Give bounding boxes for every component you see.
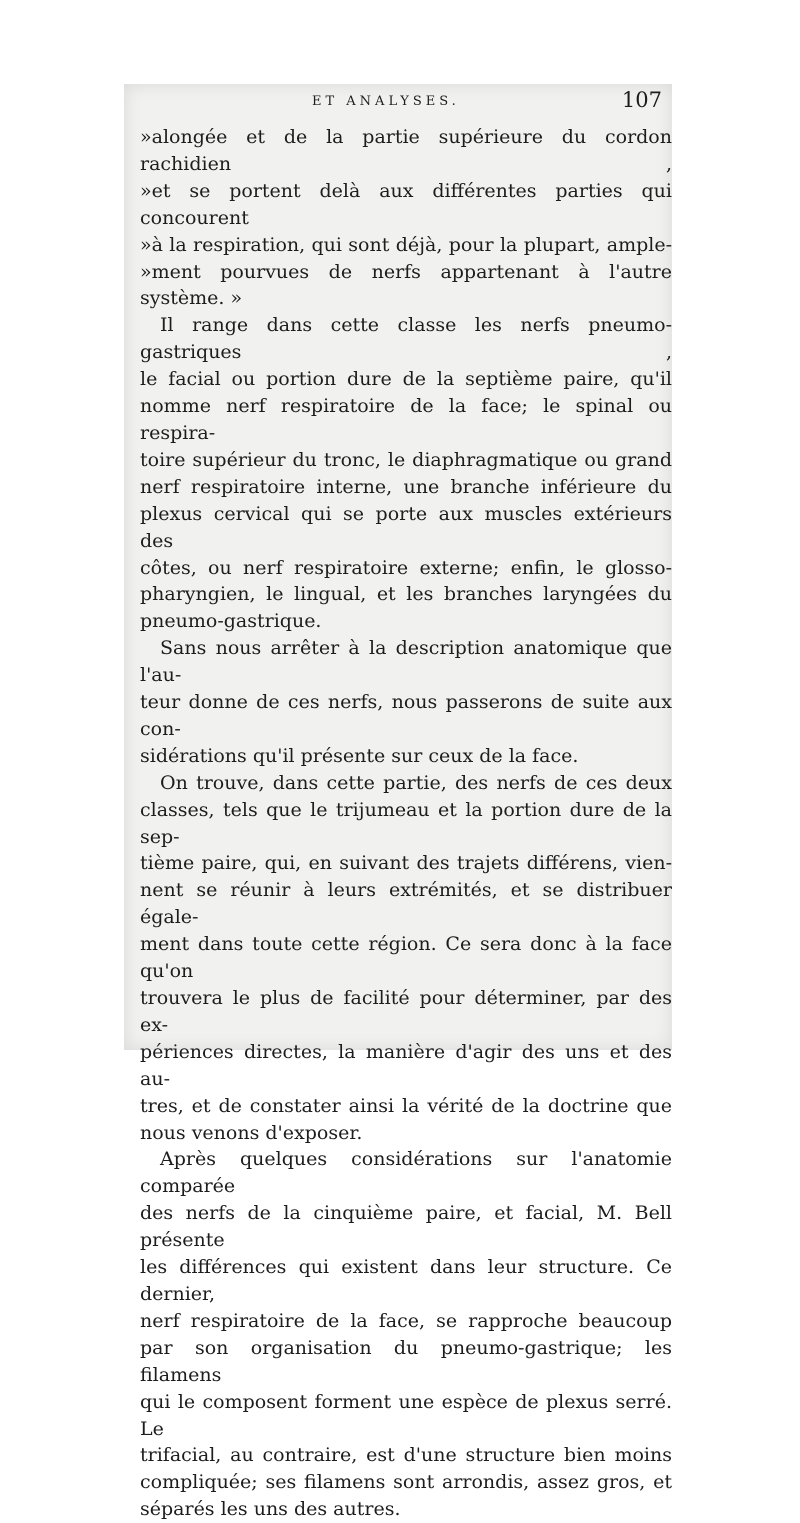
text-line: pneumo-gastrique.: [140, 610, 322, 633]
text-line: trouvera le plus de facilité pour déterminer, par des ex-: [140, 987, 672, 1036]
text-line: les différences qui existent dans leur structure. Ce dernier,: [140, 1256, 672, 1305]
text-line: compliquée; ses filamens sont arrondis, assez gros, et: [140, 1471, 672, 1494]
text-line: nerf respiratoire de la face, se rapproche beaucoup: [140, 1309, 672, 1332]
text-line: pharyngien, le lingual, et les branches laryngées du: [140, 583, 672, 606]
running-title: ET ANALYSES.: [312, 94, 460, 109]
text-line: classes, tels que le trijumeau et la portion dure de la sep-: [140, 798, 672, 848]
text-line: ment dans toute cette région. Ce sera donc à la face qu'on: [140, 933, 672, 983]
text-line: Après quelques considérations sur l'anatomie comparée: [140, 1148, 672, 1198]
text-line: Sans nous arrêter à la description anatomique que l'au-: [140, 637, 672, 687]
text-line: tième paire, qui, en suivant des trajets différens, vien-: [140, 852, 672, 875]
text-line: nerf respiratoire interne, une branche inférieure du: [140, 475, 672, 498]
text-line: »à la respiration, qui sont déjà, pour la plupart, ample-: [140, 233, 672, 256]
text-line: nomme nerf respiratoire de la face; le spinal ou respira-: [140, 395, 672, 444]
text-line: teur donne de ces nerfs, nous passerons de suite aux con-: [140, 691, 672, 740]
body-text: [140, 124, 672, 1523]
text-line: »et se portent delà aux différentes parties qui concourent: [140, 179, 672, 229]
page-content: [140, 86, 672, 1523]
text-line: »ment pourvues de nerfs appartenant à l'autre système. »: [140, 260, 672, 310]
text-line: trifacial, au contraire, est d'une structure bien moins: [140, 1444, 672, 1467]
text-line: sidérations qu'il présente sur ceux de la face.: [140, 744, 579, 767]
page-number: 107: [621, 88, 662, 112]
text-line: nent se réunir à leurs extrémités, et se distribuer égale-: [140, 879, 672, 929]
text-line: plexus cervical qui se porte aux muscles extérieurs des: [140, 502, 672, 552]
text-line: périences directes, la manière d'agir des uns et des au-: [140, 1040, 672, 1090]
text-line: Il range dans cette classe les nerfs pneumo-gastriques ,: [140, 314, 672, 364]
text-line: tres, et de constater ainsi la vérité de la doctrine que: [140, 1094, 672, 1117]
running-head: [140, 86, 672, 124]
text-line: »alongée et de la partie supérieure du cordon rachidien ,: [140, 126, 672, 175]
text-line: le facial ou portion dure de la septième paire, qu'il: [140, 368, 672, 391]
text-line: toire supérieur du tronc, le diaphragmatique ou grand: [140, 448, 672, 471]
text-line: nous venons d'exposer.: [140, 1121, 363, 1144]
text-line: On trouve, dans cette partie, des nerfs de ces deux: [160, 771, 672, 794]
text-line: par son organisation du pneumo-gastrique; les filamens: [140, 1336, 672, 1386]
text-line: séparés les uns des autres.: [140, 1498, 401, 1521]
text-line: des nerfs de la cinquième paire, et facial, M. Bell présente: [140, 1202, 672, 1252]
text-line: qui le composent forment une espèce de plexus serré. Le: [140, 1390, 672, 1440]
text-line: côtes, ou nerf respiratoire externe; enfin, le glosso-: [140, 556, 672, 579]
